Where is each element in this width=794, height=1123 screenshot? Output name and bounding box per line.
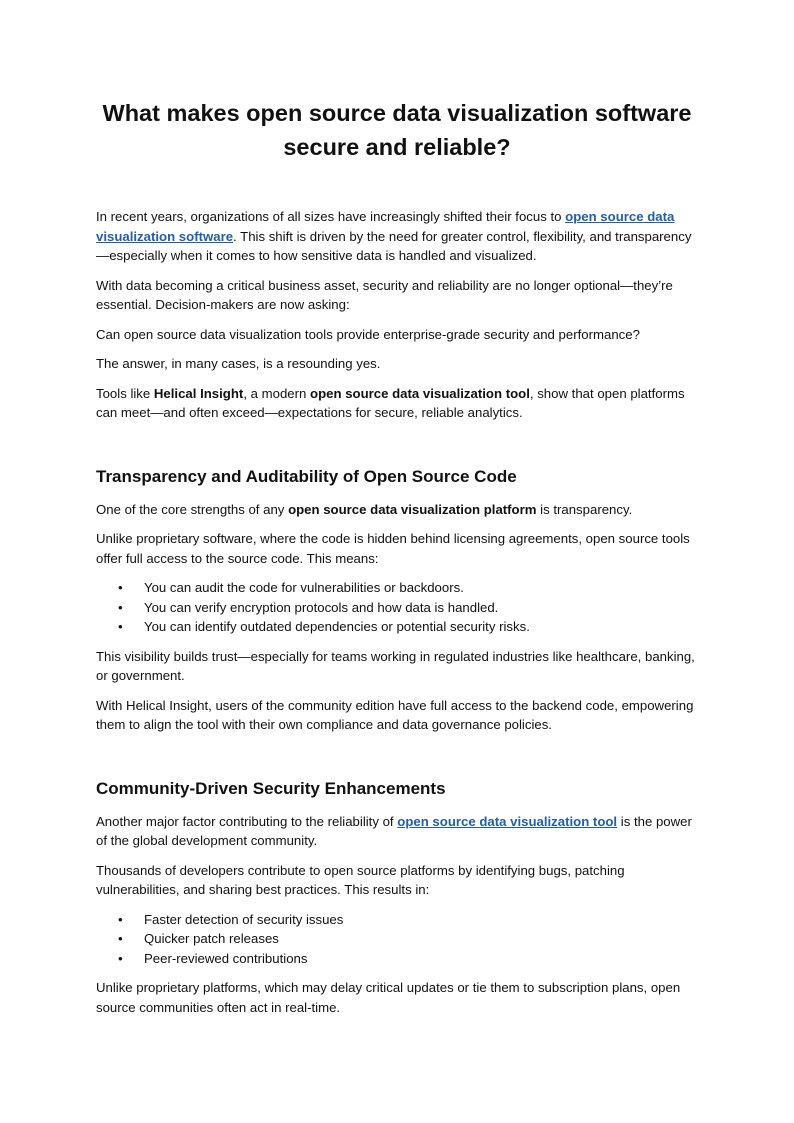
- section2-paragraph-1: [96, 812, 700, 851]
- list-item: • You can verify encryption protocols and how data is handled.: [96, 598, 700, 618]
- list-item: • You can identify outdated dependencies or potential security risks.: [96, 617, 700, 637]
- intro-p1-text-after: . This shift is driven by the need for greater control, flexibility, and transparency—especially when it comes to how sensitive data is handled and visualized.: [96, 228, 692, 263]
- section1-p1-text-after: is transparency.: [536, 501, 633, 517]
- open-source-tool-bold: open source data visualization tool: [310, 385, 530, 401]
- section2-paragraph-3: Unlike proprietary platforms, which may delay critical updates or tie them to subscription plans, open source communities often act in real-time.: [96, 980, 681, 1015]
- section1-paragraph-1: [96, 500, 700, 520]
- intro-paragraph-1: [96, 207, 700, 266]
- open-source-platform-bold: open source data visualization platform: [288, 501, 537, 517]
- open-source-data-visualization-software-link[interactable]: open source data visualization software: [96, 209, 675, 244]
- intro-p5-text-3: , show that open platforms can meet—and often exceed—expectations for secure, reliable analytics.: [96, 385, 685, 420]
- section1-paragraph-2: Unlike proprietary software, where the code is hidden behind licensing agreements, open source tools offer full access to the source code. This means:: [96, 531, 690, 566]
- page-title: What makes open source data visualization software secure and reliable?: [102, 100, 692, 160]
- list-item: • You can audit the code for vulnerabilities or backdoors.: [96, 578, 700, 598]
- section1-p1-text: One of the core strengths of any: [96, 501, 289, 517]
- intro-p5-text-1: Tools like: [96, 385, 154, 401]
- document-body: [96, 207, 700, 1027]
- helical-insight-bold: Helical Insight: [153, 385, 244, 401]
- intro-paragraph-3: Can open source data visualization tools provide enterprise-grade security and performance?: [96, 326, 640, 342]
- intro-p1-text: In recent years, organizations of all sizes have increasingly shifted their focus to: [96, 209, 566, 224]
- section2-p1-text: Another major factor contributing to the reliability of: [96, 813, 398, 829]
- list-item: • Quicker patch releases: [96, 929, 700, 949]
- section-heading-transparency: Transparency and Auditability of Open Source Code: [96, 466, 517, 486]
- intro-p5-text-2: , a modern: [243, 385, 311, 401]
- intro-paragraph-4: The answer, in many cases, is a resounding yes.: [96, 356, 381, 371]
- section2-paragraph-2: Thousands of developers contribute to open source platforms by identifying bugs, patching vulnerabilities, and sharing best practices. This results in:: [96, 862, 625, 897]
- section1-paragraph-4: With Helical Insight, users of the community edition have full access to the backend code, empowering them to align the tool with their own compliance and data governance policies.: [96, 697, 694, 732]
- intro-paragraph-5: [96, 384, 700, 423]
- intro-paragraph-2: With data becoming a critical business asset, security and reliability are no longer optional—they’re essential. Decision-makers are now asking:: [96, 277, 673, 312]
- section2-p1-text-after: is the power of the global development community.: [96, 813, 692, 848]
- list-item: • Peer-reviewed contributions: [96, 949, 700, 969]
- section1-paragraph-3: This visibility builds trust—especially for teams working in regulated industries like healthcare, banking, or government.: [96, 648, 695, 683]
- section1-bullet-list: [96, 578, 700, 637]
- list-item: • Faster detection of security issues: [96, 910, 700, 930]
- open-source-data-visualization-tool-link[interactable]: open source data visualization tool: [397, 813, 618, 829]
- section2-bullet-list: [96, 910, 700, 969]
- section-heading-community: Community-Driven Security Enhancements: [96, 778, 446, 798]
